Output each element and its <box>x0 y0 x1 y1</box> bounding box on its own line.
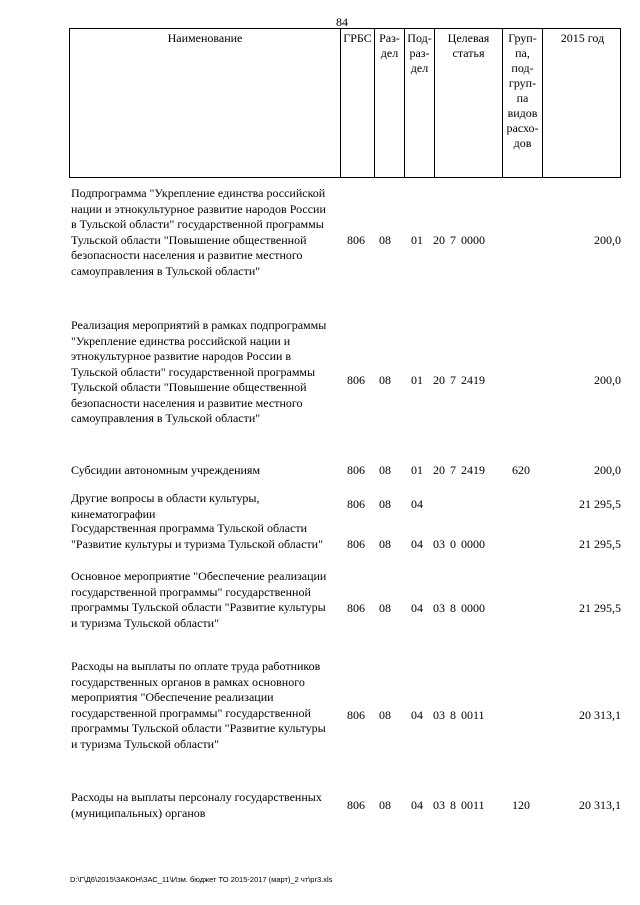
row-razdel: 08 <box>379 497 391 511</box>
row-grbs: 806 <box>347 537 365 551</box>
table-row <box>71 491 621 523</box>
row-name: Другие вопросы в области культуры, кинематографии <box>71 491 260 521</box>
row-article: 20 7 2419 <box>433 373 485 387</box>
header-razdel <box>374 29 404 177</box>
row-razdel: 08 <box>379 463 391 477</box>
row-article: 03 8 0011 <box>433 798 485 812</box>
table-header <box>69 28 621 178</box>
row-razdel: 08 <box>379 601 391 615</box>
page-number: 84 <box>336 15 348 29</box>
header-article <box>434 29 502 177</box>
row-grbs: 806 <box>347 373 365 387</box>
row-name: Подпрограмма "Укрепление единства российской нации и этнокультурное развитие народов России в Тульской области" государственной программы Тульской области "Повышение общественной безопасности населения и развитие местного самоуправления в Тульской области" <box>71 186 326 278</box>
table-row <box>71 790 621 822</box>
row-grbs: 806 <box>347 601 365 615</box>
row-name: Субсидии автономным учреждениям <box>71 463 261 477</box>
header-vid-label: Груп- па, под- груп- па видов расхо- дов <box>506 31 539 150</box>
row-razdel: 08 <box>379 708 391 722</box>
header-name <box>70 29 340 177</box>
table-row <box>71 659 621 771</box>
header-year <box>542 29 622 177</box>
row-name: Основное мероприятие "Обеспечение реализации государственной программы" государственной программы Тульской области "Развитие культуры и туризма Тульской области" <box>71 569 327 630</box>
row-article: 03 0 0000 <box>433 537 485 551</box>
table-row <box>71 569 621 649</box>
row-grbs: 806 <box>347 233 365 247</box>
row-article: 20 7 2419 <box>433 463 485 477</box>
table-row <box>71 521 621 569</box>
row-grbs: 806 <box>347 463 365 477</box>
row-podrazdel: 04 <box>411 601 423 615</box>
row-article: 20 7 0000 <box>433 233 485 247</box>
row-grbs: 806 <box>347 798 365 812</box>
file-path-footer: D:\Г\Д6\2015\ЗАКОН\ЗАС_11\Изм. бюджет ТО 2015-2017 (март)_2 чт\pr3.xls <box>70 875 333 884</box>
row-amount: 200,0 <box>594 233 621 247</box>
row-amount: 21 295,5 <box>579 497 621 511</box>
table-row <box>71 318 621 444</box>
row-podrazdel: 01 <box>411 373 423 387</box>
row-amount: 20 313,1 <box>579 708 621 722</box>
table-row <box>71 186 621 296</box>
row-podrazdel: 01 <box>411 233 423 247</box>
header-podrazdel-label: Под- раз- дел <box>407 31 432 75</box>
row-razdel: 08 <box>379 233 391 247</box>
row-vid: 620 <box>512 463 530 477</box>
row-razdel: 08 <box>379 798 391 812</box>
row-amount: 21 295,5 <box>579 601 621 615</box>
row-grbs: 806 <box>347 708 365 722</box>
row-amount: 200,0 <box>594 373 621 387</box>
table-row <box>71 463 621 481</box>
row-name: Реализация мероприятий в рамках подпрограммы "Укрепление единства российской нации и этнокультурное развитие народов России в Тульской области" государственной программы Тульской области "Повышение общественной безопасности населения и развитие местного самоуправления в Тульской области" <box>71 318 327 425</box>
row-amount: 21 295,5 <box>579 537 621 551</box>
row-amount: 20 313,1 <box>579 798 621 812</box>
row-razdel: 08 <box>379 537 391 551</box>
header-year-label: 2015 год <box>560 31 605 45</box>
row-article: 03 8 0011 <box>433 708 485 722</box>
header-grbs <box>340 29 374 177</box>
header-grbs-label: ГРБС <box>343 31 372 45</box>
header-name-label: Наименование <box>167 31 243 45</box>
header-razdel-label: Раз- дел <box>379 31 400 60</box>
row-grbs: 806 <box>347 497 365 511</box>
row-amount: 200,0 <box>594 463 621 477</box>
row-name: Расходы на выплаты по оплате труда работников государственных органов в рамках основного мероприятия "Обеспечение реализации государственной программы" государственной программы Тульской области "Развитие культуры и туризма Тульской области" <box>71 659 326 751</box>
header-vid <box>502 29 542 177</box>
header-podrazdel <box>404 29 434 177</box>
row-podrazdel: 01 <box>411 463 423 477</box>
row-article: 03 8 0000 <box>433 601 485 615</box>
row-podrazdel: 04 <box>411 798 423 812</box>
row-name: Государственная программа Тульской области "Развитие культуры и туризма Тульской области" <box>71 521 323 551</box>
row-podrazdel: 04 <box>411 708 423 722</box>
row-podrazdel: 04 <box>411 537 423 551</box>
row-name: Расходы на выплаты персоналу государственных (муниципальных) органов <box>71 790 322 820</box>
header-article-label: Целевая статья <box>447 31 490 60</box>
row-razdel: 08 <box>379 373 391 387</box>
row-vid: 120 <box>512 798 530 812</box>
row-podrazdel: 04 <box>411 497 423 511</box>
